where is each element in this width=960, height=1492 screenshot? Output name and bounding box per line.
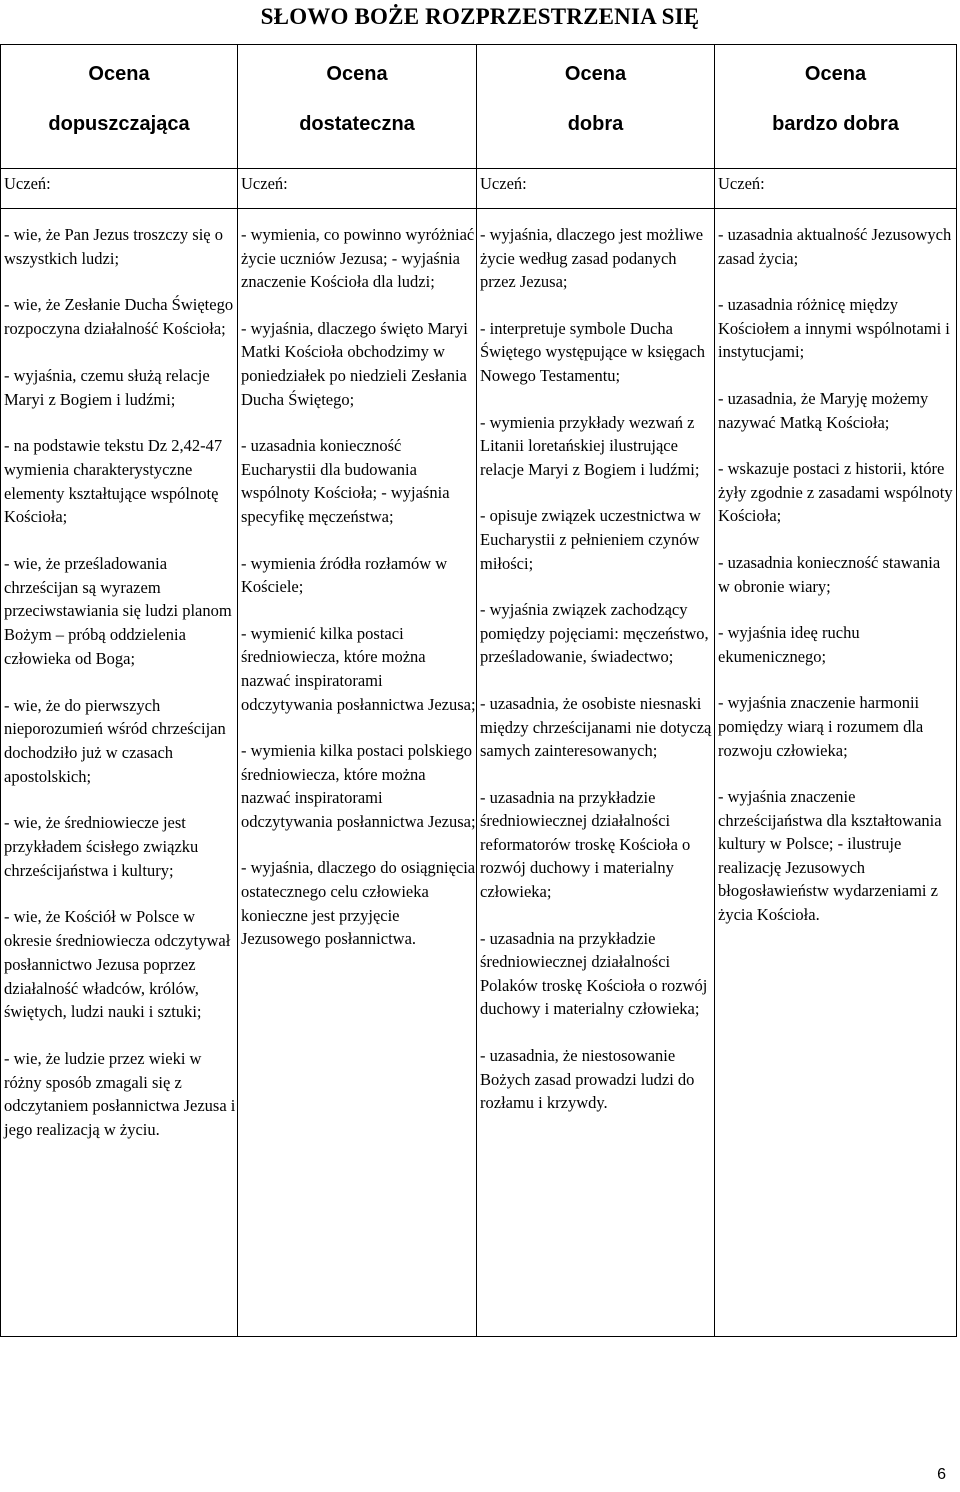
header-dopuszczajaca: Ocena dopuszczająca	[1, 45, 238, 169]
requirement-item: - wskazuje postaci z historii, które żyły zgodnie z zasadami wspólnoty Kościoła;	[718, 459, 953, 526]
requirement-item: - opisuje związek uczestnictwa w Eucharystii z pełnieniem czynów miłości;	[480, 506, 701, 573]
requirement-item: - uzasadnia konieczność Eucharystii dla budowania wspólnoty Kościoła; - wyjaśnia specyfikę męczeństwa;	[241, 436, 450, 526]
page-number: 6	[937, 1466, 946, 1483]
requirement-item: - uzasadnia, że niestosowanie Bożych zasad prowadzi ludzi do rozłamu i krzywdy.	[480, 1046, 695, 1113]
requirement-item: - wymienia źródła rozłamów w Kościele;	[241, 553, 448, 597]
requirement-item: - wyjaśnia ideę ruchu ekumenicznego;	[718, 623, 860, 666]
requirement-item: - wymienia, co powinno wyróżniać życie uczniów Jezusa; - wyjaśnia znaczenie Kościoła dla ludzi;	[241, 225, 475, 292]
requirement-item: - wie, że Pan Jezus troszczy się o wszystkich ludzi;	[4, 225, 224, 268]
requirement-item: - uzasadnia na przykładzie średniowiecznej działalności Polaków troskę Kościoła o rozwój duchowy i materialny człowieka;	[480, 928, 708, 1019]
requirement-item: - wyjaśnia, dlaczego jest możliwe życie według zasad podanych przez Jezusa;	[480, 225, 704, 292]
requirements-dopuszczajaca	[1, 209, 238, 1337]
requirement-item: - wie, że do pierwszych nieporozumień wśród chrześcijan dochodziło już w czasach apostolskich;	[4, 695, 226, 786]
requirement-item: - wyjaśnia, dlaczego do osiągnięcia ostatecznego celu człowieka konieczne jest przyjęcie Jezusowego posłannictwa.	[241, 858, 476, 949]
requirement-item: - wymienić kilka postaci średniowiecza, które można nazwać inspiratorami odczytywania posłannictwa Jezusa;	[241, 623, 476, 714]
header-row	[1, 45, 957, 169]
header-dobra: Ocena dobra	[477, 45, 715, 169]
requirement-item: - wyjaśnia, dlaczego święto Maryi Matki Kościoła obchodzimy w poniedziałek po niedzieli Zesłania Ducha Świętego;	[241, 318, 468, 409]
uczen-label: Uczeń:	[715, 169, 957, 209]
requirement-item: - wymienia przykłady wezwań z Litanii loretańskiej ilustrujące relacje Maryi z Bogiem i ludźmi;	[480, 412, 700, 479]
requirements-bardzo-dobra	[715, 209, 957, 1337]
requirement-item: - uzasadnia, że osobiste niesnaski między chrześcijanami nie dotyczą samych zainteresowanych;	[480, 693, 712, 761]
requirement-item: - wymienia kilka postaci polskiego średniowiecza, które można nazwać inspiratorami odczytywania posłannictwa Jezusa;	[241, 741, 476, 831]
requirement-item: - wie, że ludzie przez wieki w różny sposób zmagali się z odczytaniem posłannictwa Jezusa i jego realizacją w życiu.	[4, 1048, 236, 1140]
uczen-label: Uczeń:	[1, 169, 238, 209]
requirements-row	[1, 209, 957, 1337]
requirement-item: - wie, że Zesłanie Ducha Świętego rozpoczyna działalność Kościoła;	[4, 295, 234, 339]
requirement-item: - wyjaśnia znaczenie chrześcijaństwa dla kształtowania kultury w Polsce; - ilustruje realizację Jezusowych błogosławieństw wydarzeniami z życia Kościoła.	[718, 787, 942, 925]
page-title: SŁOWO BOŻE ROZPRZESTRZENIA SIĘ	[260, 4, 700, 29]
header-dostateczna: Ocena dostateczna	[238, 45, 477, 169]
requirements-dostateczna	[238, 209, 477, 1337]
uczen-row	[1, 169, 957, 209]
requirement-item: - uzasadnia konieczność stawania w obronie wiary;	[718, 552, 941, 596]
uczen-label: Uczeń:	[477, 169, 715, 209]
requirement-item: - uzasadnia aktualność Jezusowych zasad życia;	[718, 225, 952, 268]
requirements-dobra	[477, 209, 715, 1337]
requirement-item: - wie, że Kościół w Polsce w okresie średniowiecza odczytywał posłannictwo Jezusa poprzez działalność władców, królów, świętych, ludzi nauki i sztuki;	[4, 907, 231, 1022]
requirement-item: - uzasadnia, że Maryję możemy nazywać Matką Kościoła;	[718, 388, 929, 432]
requirement-item: - interpretuje symbole Ducha Świętego występujące w księgach Nowego Testamentu;	[480, 318, 705, 385]
requirement-item: - wyjaśnia związek zachodzący pomiędzy pojęciami: męczeństwo, prześladowanie, świadectwo;	[480, 600, 709, 667]
requirement-item: - na podstawie tekstu Dz 2,42-47 wymienia charakterystyczne elementy kształtujące wspólnotę Kościoła;	[4, 436, 223, 527]
requirement-item: - wie, że średniowiecze jest przykładem ścisłego związku chrześcijaństwa i kultury;	[4, 813, 199, 880]
requirement-item: - wie, że prześladowania chrześcijan są wyrazem przeciwstawiania się ludzi planom Bożym – próbą oddzielenia człowieka od Boga;	[4, 554, 232, 668]
grading-table	[0, 44, 957, 1337]
header-bardzo-dobra: Ocena bardzo dobra	[715, 45, 957, 169]
requirement-item: - uzasadnia na przykładzie średniowiecznej działalności reformatorów troskę Kościoła o rozwój duchowy i materialny człowieka;	[480, 787, 691, 902]
requirement-item: - wyjaśnia, czemu służą relacje Maryi z Bogiem i ludźmi;	[4, 365, 210, 409]
requirement-item: - wyjaśnia znaczenie harmonii pomiędzy wiarą i rozumem dla rozwoju człowieka;	[718, 693, 924, 760]
requirement-item: - uzasadnia różnicę między Kościołem a innymi wspólnotami i instytucjami;	[718, 295, 950, 362]
uczen-label: Uczeń:	[238, 169, 477, 209]
